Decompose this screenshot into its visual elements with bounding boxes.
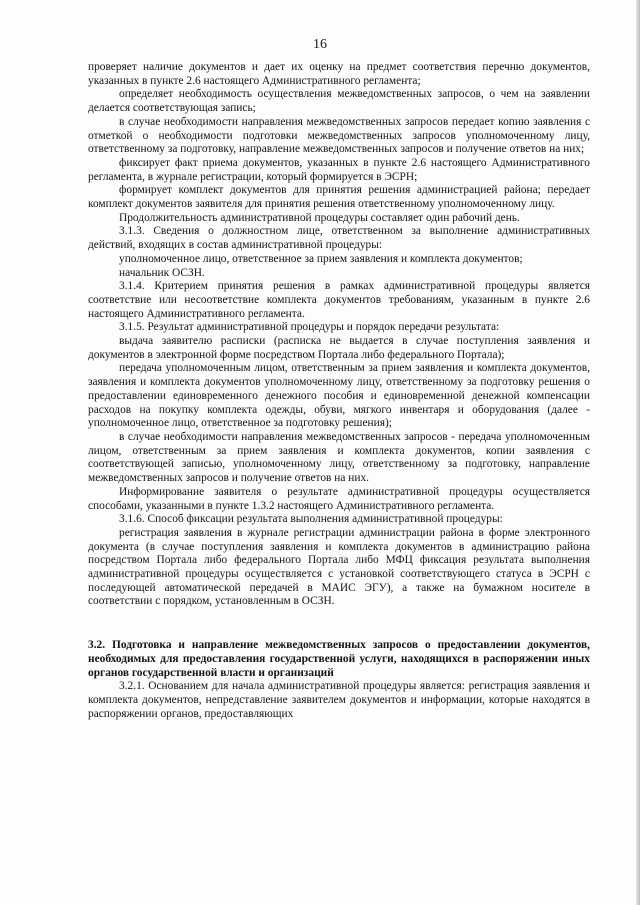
- paragraph: передача уполномоченным лицом, ответственным за прием заявления и комплекта документов, заявления и комплекта документов уполномоченному лицу, ответственному за подготовку решения о предоставлении единовременного денежного пособия и единовременной денежной компенсации расходов на покупку комплекта одежды, обуви, мягкого инвентаря и оборудования (далее - уполномоченное лицо, ответственное за подготовку решения);: [88, 362, 590, 430]
- page-number: 16: [313, 37, 327, 52]
- paragraph: 3.2.1. Основанием для начала административной процедуры является: регистрация заявления и комплекта документов, непредставление заявителем документов и информации, которые находятся в распоряжении органов, предоставляющих: [88, 680, 590, 720]
- paragraph: 3.1.3. Сведения о должностном лице, ответственном за выполнение административных действий, входящих в состав административной процедуры:: [88, 225, 590, 252]
- paragraph: уполномоченное лицо, ответственное за прием заявления и комплекта документов;: [119, 252, 523, 265]
- paragraph: регистрация заявления в журнале регистрации администрации района в форме электронного документа (в случае поступления заявления и комплекта документов в администрацию района посредством Портала либо федерального Портала либо МФЦ фиксация результата выполнения административной процедуры осуществляется с установкой соответствующего статуса в ЭСРН с последующей автоматической передачей в МАИС ЭГУ), а также на бумажном носителе в соответствии с порядком, установленным в ОСЗН.: [88, 526, 590, 608]
- paragraph: Информирование заявителя о результате административной процедуры осуществляется способами, указанными в пункте 1.3.2 настоящего Административного регламента.: [88, 485, 590, 512]
- paragraph: начальник ОСЗН.: [119, 266, 205, 279]
- paragraph: формирует комплект документов для принятия решения администрацией района; передает комплект документов заявителя для принятия решения ответственному уполномоченному лицу.: [88, 184, 590, 211]
- paragraph: 3.1.4. Критерием принятия решения в рамках административной процедуры является соответствие или несоответствие комплекта документов требованиям, указанным в пункте 2.6 настоящего Административного регламента.: [88, 280, 590, 320]
- paragraph: в случае необходимости направления межведомственных запросов - передача уполномоченным лицом, ответственным за прием заявления и комплекта документов, копии заявления с соответствующей записью, уполномоченному лицу, ответственному за подготовку, направление межведомственных запросов и получение ответов на них.: [88, 430, 590, 485]
- paragraph: 3.1.5. Результат административной процедуры и порядок передачи результата:: [119, 321, 500, 334]
- page-edge-shadow: [636, 0, 640, 905]
- paragraph: в случае необходимости направления межведомственных запросов передает копию заявления с отметкой о необходимости подготовки межведомственных запросов уполномоченному лицу, ответственному за подготовку, направление межведомственных запросов и получение ответов на них;: [88, 115, 590, 156]
- paragraph: определяет необходимость осуществления межведомственных запросов, о чем на заявлении делается соответствующая запись;: [88, 88, 590, 115]
- paragraph: выдача заявителю расписки (расписка не выдается в случае поступления заявления и документов в электронной форме посредством Портала либо федерального Портала);: [88, 335, 590, 361]
- paragraph: проверяет наличие документов и дает их оценку на предмет соответствия перечню документов, указанных в пункте 2.6 настоящего Административного регламента;: [88, 61, 590, 87]
- paragraph: 3.1.6. Способ фиксации результата выполнения административной процедуры:: [119, 513, 503, 526]
- paragraph: фиксирует факт приема документов, указанных в пункте 2.6 настоящего Административного регламента, в журнале регистрации, который формируется в ЭСРН;: [88, 156, 590, 183]
- document-body: [88, 61, 590, 721]
- section-heading: 3.2. Подготовка и направление межведомственных запросов о предоставлении документов, необходимых для предоставления государственной услуги, находящихся в распоряжении иных органов государственной власти и организаций: [88, 639, 590, 679]
- paragraph: Продолжительность административной процедуры составляет один рабочий день.: [119, 211, 520, 224]
